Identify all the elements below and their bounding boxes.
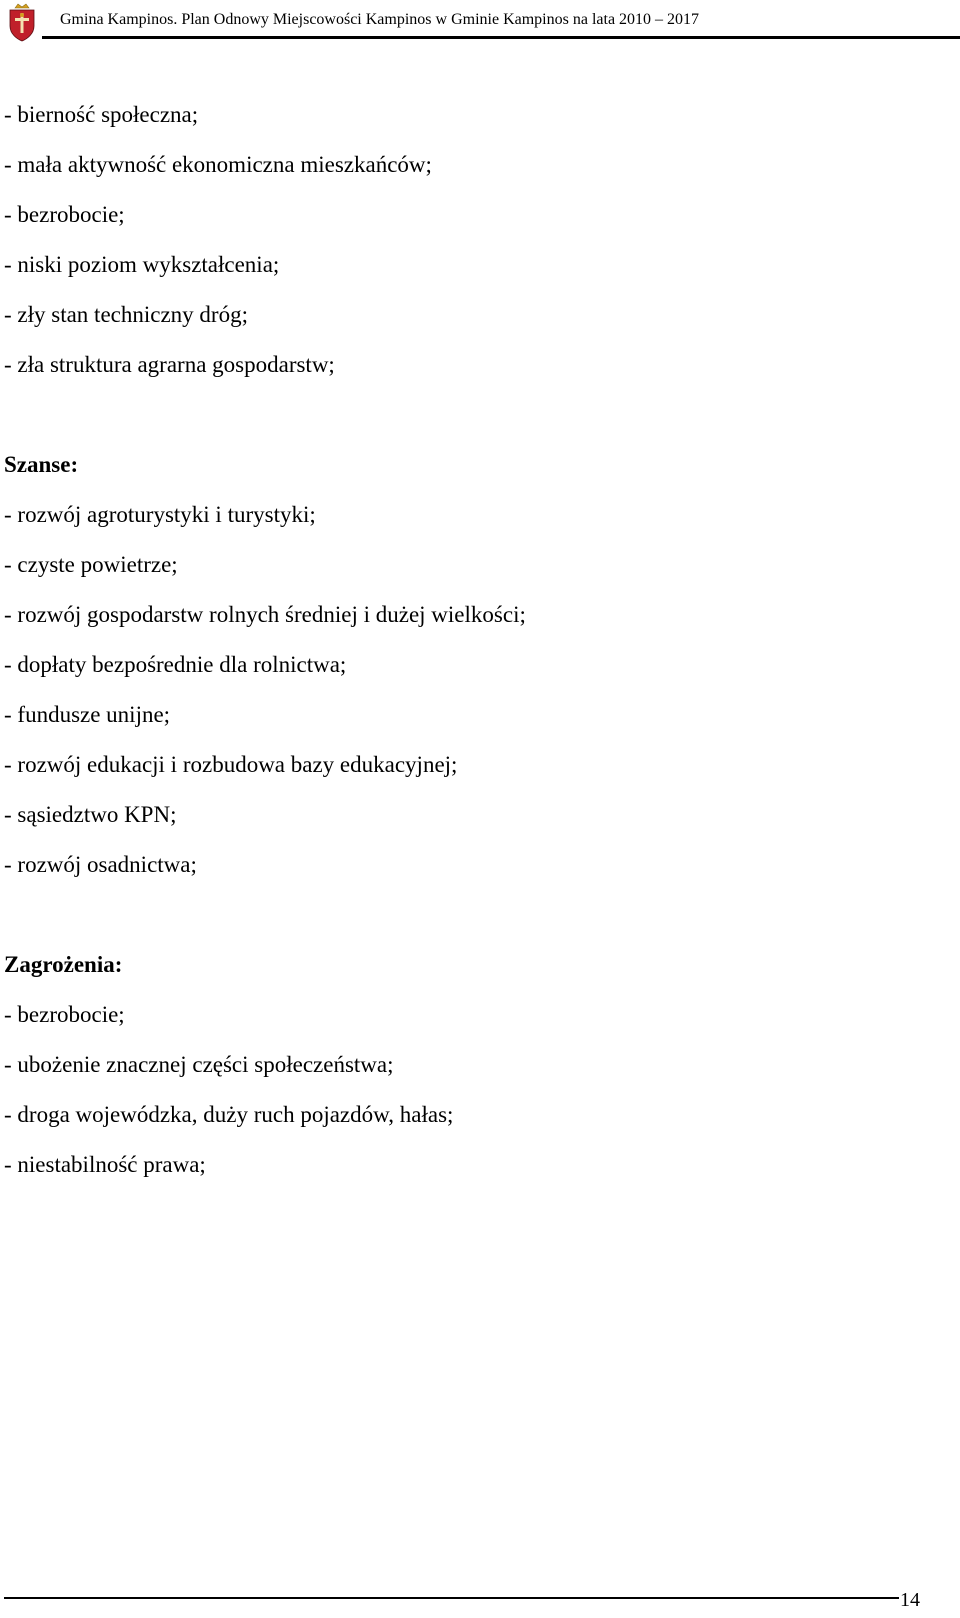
list-item: - sąsiedztwo KPN; bbox=[4, 802, 177, 827]
weaknesses-list bbox=[4, 90, 944, 390]
list-item: - niski poziom wykształcenia; bbox=[4, 252, 280, 277]
list-item: - bezrobocie; bbox=[4, 1002, 125, 1027]
opportunities-heading: Szanse: bbox=[4, 452, 79, 477]
list-item: - fundusze unijne; bbox=[4, 702, 171, 727]
opportunities-list bbox=[4, 490, 944, 890]
threats-heading: Zagrożenia: bbox=[4, 952, 123, 977]
document-body bbox=[4, 90, 944, 1190]
list-item: - bierność społeczna; bbox=[4, 102, 199, 127]
list-item: - ubożenie znacznej części społeczeństwa; bbox=[4, 1052, 394, 1077]
header-divider bbox=[42, 36, 960, 39]
list-item: - zła struktura agrarna gospodarstw; bbox=[4, 352, 335, 377]
list-item: - zły stan techniczny dróg; bbox=[4, 302, 248, 327]
list-item: - niestabilność prawa; bbox=[4, 1152, 206, 1177]
page-header bbox=[0, 0, 960, 44]
list-item: - rozwój osadnictwa; bbox=[4, 852, 197, 877]
list-item: - rozwój agroturystyki i turystyki; bbox=[4, 502, 316, 527]
coat-of-arms-icon bbox=[7, 2, 37, 42]
list-item: - dopłaty bezpośrednie dla rolnictwa; bbox=[4, 652, 347, 677]
list-item: - czyste powietrze; bbox=[4, 552, 178, 577]
threats-list bbox=[4, 990, 944, 1190]
list-item: - droga wojewódzka, duży ruch pojazdów, hałas; bbox=[4, 1102, 454, 1127]
list-item: - rozwój gospodarstw rolnych średniej i dużej wielkości; bbox=[4, 602, 526, 627]
section-spacer bbox=[4, 390, 944, 440]
list-item: - mała aktywność ekonomiczna mieszkańców; bbox=[4, 152, 432, 177]
header-title: Gmina Kampinos. Plan Odnowy Miejscowości Kampinos w Gminie Kampinos na lata 2010 – 2017 bbox=[60, 11, 700, 28]
section-spacer bbox=[4, 890, 944, 940]
list-item: - bezrobocie; bbox=[4, 202, 125, 227]
list-item: - rozwój edukacji i rozbudowa bazy edukacyjnej; bbox=[4, 752, 458, 777]
page-number: 14 bbox=[900, 1589, 920, 1611]
footer-divider bbox=[4, 1597, 899, 1599]
